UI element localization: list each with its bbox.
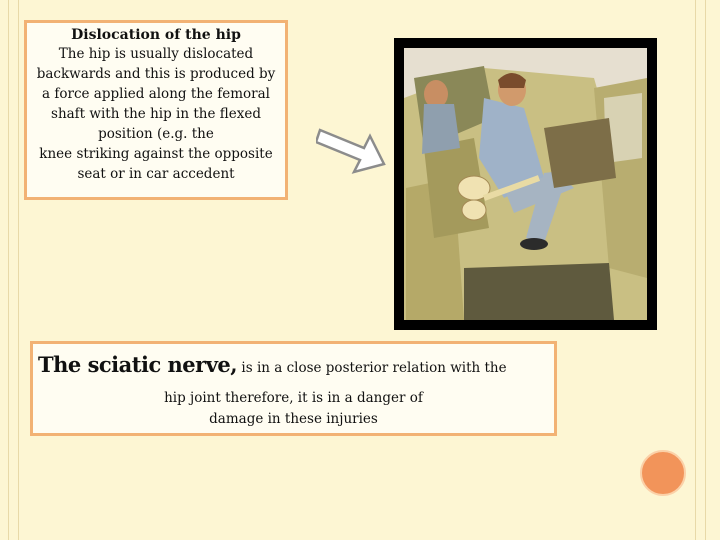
dislocation-line: backwards and this is produced by — [36, 66, 276, 82]
car-crash-illustration — [394, 38, 657, 330]
dislocation-title: Dislocation of the hip — [71, 27, 241, 43]
sciatic-nerve-text-box — [30, 341, 557, 436]
dislocation-line: The hip is usually dislocated — [58, 46, 254, 62]
dislocation-line: seat or in car accedent — [77, 166, 235, 182]
sciatic-nerve-line: hip joint therefore, it is in a danger of — [164, 390, 423, 406]
dislocation-line: shaft with the hip in the flexed — [51, 106, 261, 122]
dislocation-text-box — [24, 20, 288, 200]
right-arrow-icon — [316, 116, 388, 176]
sciatic-nerve-lead: is in a close posterior relation with the — [237, 360, 507, 376]
dislocation-line: position (e.g. the — [98, 126, 214, 142]
dislocation-line: knee striking against the opposite — [39, 146, 273, 162]
dislocation-body — [27, 44, 285, 184]
dislocation-line: a force applied along the femoral — [42, 86, 270, 102]
decorative-circle — [640, 450, 686, 496]
sciatic-nerve-line: damage in these injuries — [209, 411, 378, 427]
sciatic-nerve-heading: The sciatic nerve, — [38, 352, 238, 377]
